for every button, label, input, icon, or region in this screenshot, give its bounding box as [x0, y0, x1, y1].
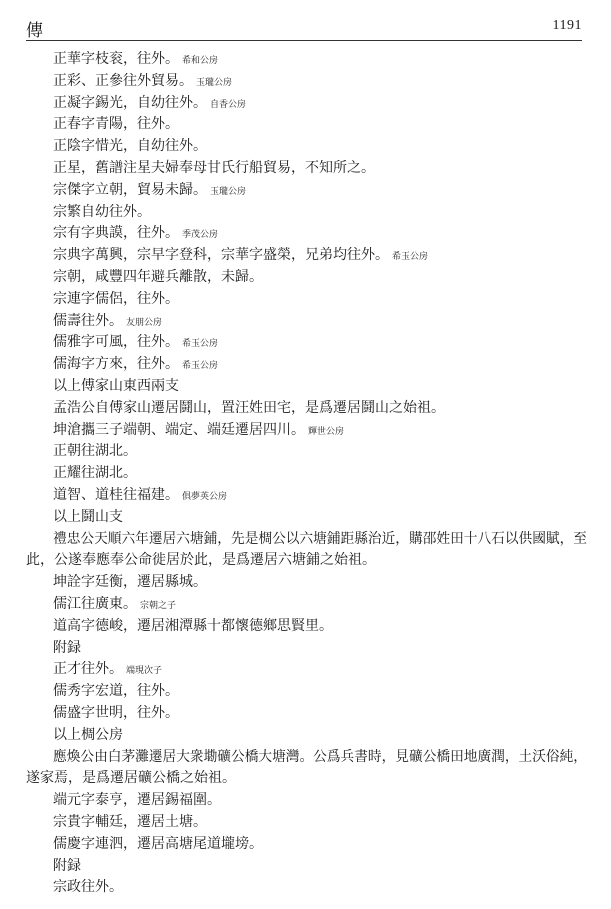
text-line [53, 705, 179, 721]
text-line [53, 291, 179, 307]
text-line [53, 640, 81, 656]
line-text: 宗政往外。 [53, 879, 123, 896]
line-text: 正朝往湖北。 [53, 443, 137, 460]
line-text: 正凝字錫光，自幼往外。 [53, 94, 207, 111]
line-text: 遂家焉，是爲遷居礦公橋之始祖。 [26, 770, 236, 787]
line-text: 以上椆公房 [53, 726, 123, 743]
text-line [53, 596, 176, 614]
line-text: 宗朝，咸豐四年避兵離散，未歸。 [53, 269, 263, 285]
text-line [53, 400, 445, 416]
line-text: 儒慶字連泗，遷居高塘尾道壠塝。 [53, 835, 263, 852]
page-number: 1191 [552, 18, 582, 33]
text-line [53, 661, 162, 679]
line-text: 附録 [53, 639, 81, 656]
line-annotation: 端現次子 [126, 666, 163, 677]
line-annotation: 宗朝之子 [140, 601, 177, 611]
text-line [53, 422, 344, 440]
text-line [53, 487, 227, 505]
running-title: 傳 [26, 21, 43, 41]
text-line [53, 574, 207, 590]
text-line [53, 95, 246, 113]
line-text: 應煥公由白茅灘遷居大衆墈礦公橋大塘灣。公爲兵書時，見礦公橋田地廣潤，土沃俗純， [53, 748, 587, 765]
text-line [53, 509, 123, 525]
line-annotation: 玉瓏公房 [196, 77, 233, 88]
line-annotation: 希和公房 [182, 56, 219, 66]
text-line [53, 531, 587, 547]
line-annotation: 希玉公房 [182, 339, 219, 350]
text-line [26, 552, 376, 568]
line-text: 儒江往廣東。 [53, 596, 137, 612]
text-line [53, 879, 123, 895]
text-line [53, 138, 207, 154]
text-line [26, 770, 236, 786]
line-annotation: 友朋公房 [126, 317, 163, 328]
text-line [53, 749, 587, 765]
line-text: 正耀往湖北。 [53, 465, 137, 482]
line-text: 宗傑字立朝，貿易未歸。 [53, 181, 207, 198]
line-text: 附録 [53, 857, 81, 874]
line-text: 正才往外。 [53, 661, 123, 678]
line-annotation: 希玉公房 [182, 361, 219, 372]
line-text: 儒雅字可風，往外。 [53, 334, 179, 351]
line-text: 宗典字萬興，宗早字登科，宗華字盛榮，兄弟均往外。 [53, 247, 389, 264]
line-text: 宗繁自幼往外。 [53, 203, 151, 220]
line-text: 以上傅家山東西兩支 [53, 378, 179, 394]
text-line [53, 225, 218, 243]
text-line [53, 378, 179, 394]
line-text: 儒盛字世明，往外。 [53, 705, 179, 721]
line-text: 孟浩公自傅家山遷居鬪山，置汪姓田宅，是爲遷居鬪山之始祖。 [53, 399, 445, 416]
text-line [53, 814, 207, 830]
line-text: 宗連字儒侶，往外。 [53, 290, 179, 307]
line-text: 道高字德峻，遷居湘潭縣十都懷德鄉思賢里。 [53, 617, 333, 634]
line-text: 正春字青陽，往外。 [53, 116, 179, 133]
text-line [53, 836, 263, 852]
line-annotation: 俱夢英公房 [182, 492, 228, 502]
line-text: 坤詮字廷衡，遷居縣城。 [53, 574, 207, 591]
text-line [53, 356, 218, 374]
line-text: 道智、道桂往福建。 [53, 487, 179, 503]
line-text: 正星，舊譜注星夫婦奉母甘氏行船貿易，不知所之。 [53, 160, 375, 176]
text-line [53, 160, 375, 176]
line-text: 儒海字方來，往外。 [53, 356, 179, 373]
line-annotation: 季茂公房 [182, 230, 219, 241]
line-text: 正陰字惜光，自幼往外。 [53, 138, 207, 155]
text-line [53, 73, 232, 91]
line-text: 正華字枝衮，往外。 [53, 51, 179, 67]
line-text: 坤滄攜三子端朝、端定、端廷遷居四川。 [53, 421, 305, 438]
line-text: 此，公遂奉應奉公命徙居於此，是爲遷居六塘鋪之始祖。 [26, 552, 376, 569]
text-line [53, 792, 221, 808]
text-line [53, 204, 151, 220]
text-line [53, 465, 137, 481]
text-line [53, 313, 162, 331]
line-annotation: 玉瓏公房 [210, 186, 247, 197]
line-annotation: 輝世公房 [308, 426, 345, 437]
line-text: 儒秀字宏道，往外。 [53, 683, 179, 700]
text-line [53, 334, 218, 352]
line-text: 端元字泰亨，遷居錫福圍。 [53, 792, 221, 809]
line-text: 正彩、正參往外貿易。 [53, 72, 193, 89]
line-annotation: 希玉公房 [392, 252, 429, 263]
line-text: 宗有字典謨，往外。 [53, 225, 179, 242]
text-line [53, 116, 179, 132]
line-text: 宗貴字輔廷，遷居土塘。 [53, 814, 207, 830]
text-line [53, 683, 179, 699]
text-line [53, 182, 246, 200]
text-line [53, 51, 218, 69]
text-line [53, 858, 81, 874]
line-text: 儒壽往外。 [53, 312, 123, 329]
text-line [53, 727, 123, 743]
text-line [53, 247, 428, 265]
text-line [53, 618, 333, 634]
text-line [53, 443, 137, 459]
line-text: 禮忠公天順六年遷居六塘鋪，先是椆公以六塘鋪距縣治近，購邵姓田十八石以供國賦，至 [53, 530, 587, 547]
line-text: 以上鬪山支 [53, 508, 123, 525]
line-annotation: 自香公房 [210, 99, 247, 110]
text-line [53, 269, 263, 285]
